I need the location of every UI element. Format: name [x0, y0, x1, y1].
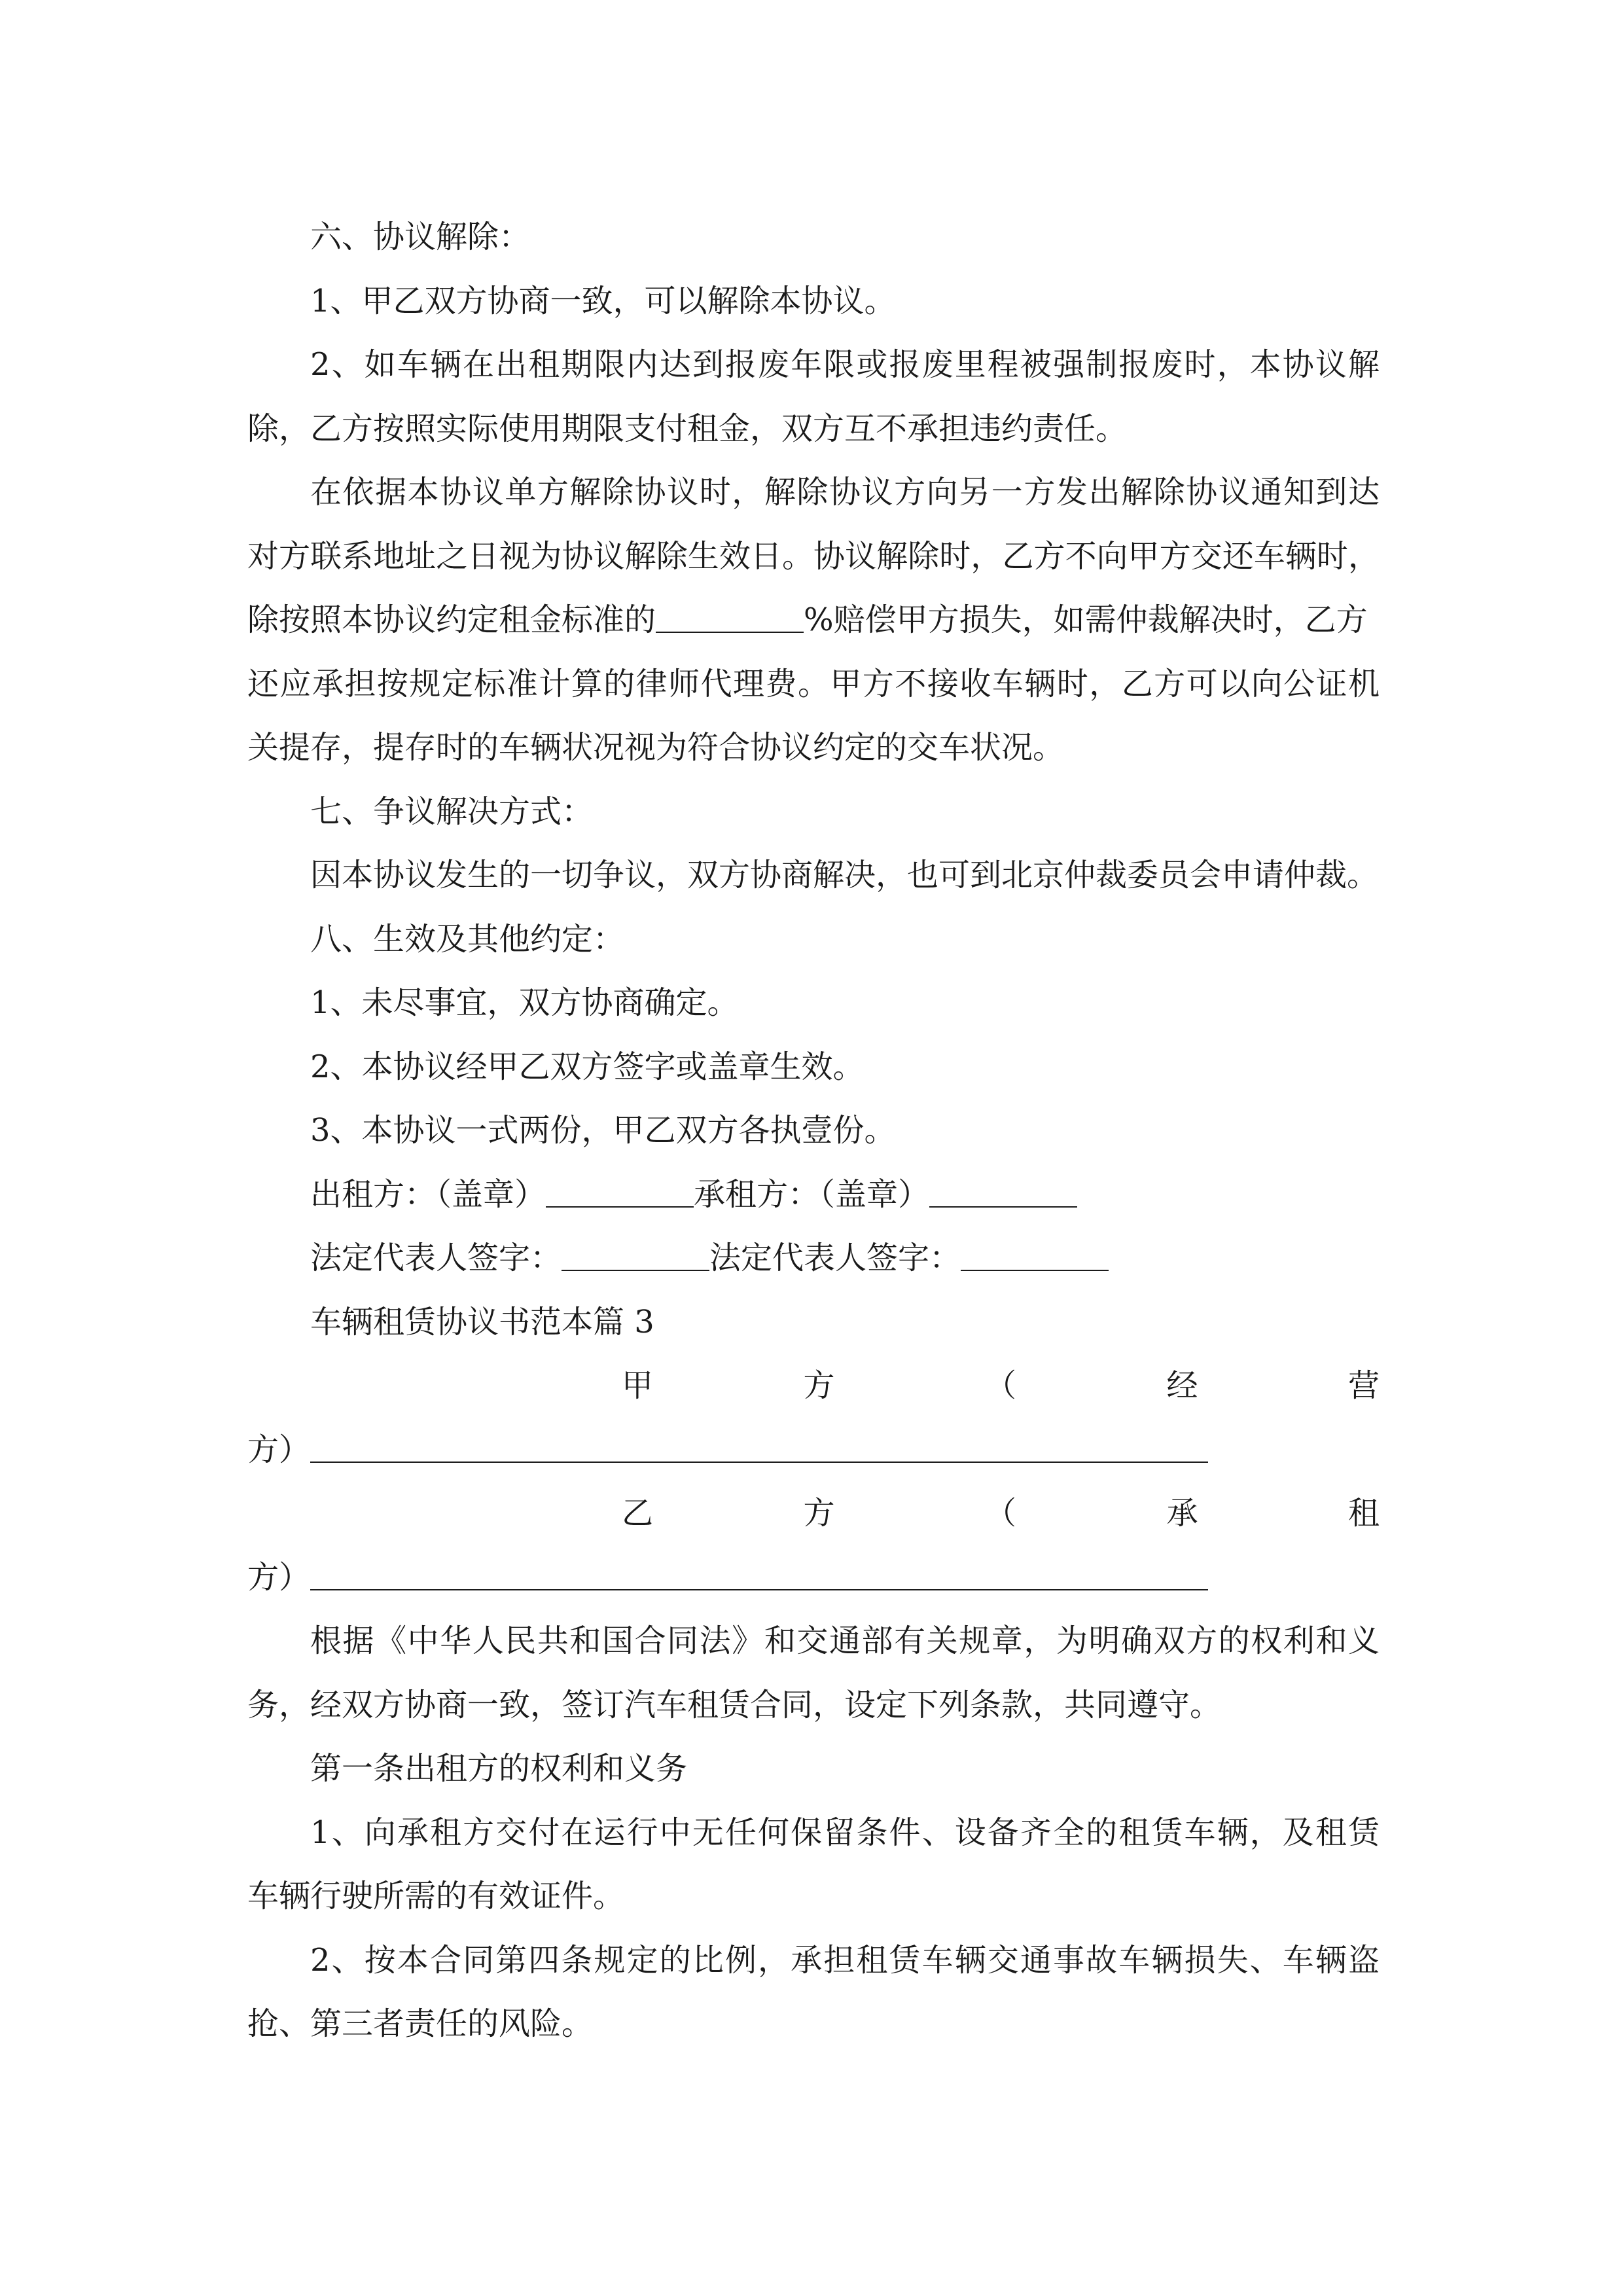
clause-text: 对方联系地址之日视为协议解除生效日。协议解除时，乙方不向甲方交还车辆时，: [247, 537, 1380, 575]
party-a-char: （: [984, 1367, 1016, 1404]
clause-text: 2、如车辆在出租期限内达到报废年限或报废里程被强制报废时，本协议解: [310, 346, 1380, 383]
clause-text: 除按照本协议约定租金标准的: [247, 601, 656, 638]
clause-text: 在依据本协议单方解除协议时，解除协议方向另一方发出解除协议通知到达: [310, 474, 1380, 511]
party-b-tail: 方）: [247, 1558, 311, 1596]
lessor-representative-blank: [562, 1241, 709, 1271]
party-a-char: 营: [1347, 1367, 1380, 1404]
party-b-char: 承: [1166, 1495, 1198, 1532]
clause-text: 还应承担按规定标准计算的律师代理费。甲方不接收车辆时，乙方可以向公证机: [247, 665, 1380, 702]
clause-text: 2、本协议经甲乙双方签字或盖章生效。: [310, 1048, 865, 1085]
template-title: 车辆租赁协议书范本篇 3: [310, 1303, 654, 1340]
clause-text: 2、按本合同第四条规定的比例，承担租赁车辆交通事故车辆损失、车辆盗: [310, 1941, 1380, 1979]
clause-text: 关提存，提存时的车辆状况视为符合协议约定的交车状况。: [247, 729, 1065, 766]
signature-line-representative: [247, 1227, 1380, 1291]
party-b-char: （: [984, 1495, 1016, 1532]
section-heading-dispute: 七、争议解决方式：: [310, 793, 594, 830]
party-b-char: 方: [803, 1495, 835, 1532]
clause-text: 1、未尽事宜，双方协商确定。: [310, 984, 739, 1021]
lessee-representative-blank: [961, 1241, 1109, 1271]
party-b-char: 乙: [622, 1495, 654, 1532]
lessor-representative-label: 法定代表人签字：: [310, 1240, 562, 1276]
lessor-seal-label: 出租方：（盖章）: [310, 1175, 546, 1213]
clause-text: 1、向承租方交付在运行中无任何保留条件、设备齐全的租赁车辆，及租赁: [310, 1814, 1380, 1851]
section-heading-effect: 八、生效及其他约定：: [310, 920, 625, 958]
clause-text: 抢、第三者责任的风险。: [247, 2005, 594, 2042]
party-a-char: 甲: [622, 1367, 654, 1404]
party-a-char: 经: [1166, 1367, 1198, 1404]
party-b-blank-line: [247, 1546, 1380, 1610]
clause-text: 因本协议发生的一切争议，双方协商解决，也可到北京仲裁委员会申请仲裁。: [310, 857, 1379, 893]
lessee-seal-blank: [929, 1177, 1077, 1208]
section-heading-termination: 六、协议解除：: [310, 219, 531, 255]
party-b-blank: [310, 1560, 1208, 1590]
party-a-line: [247, 1354, 1380, 1418]
clause-text: 务，经双方协商一致，签订汽车租赁合同，设定下列条款，共同遵守。: [247, 1686, 1222, 1723]
party-a-blank-line: [247, 1418, 1380, 1482]
percentage-blank-field: [656, 603, 804, 633]
party-a-tail: 方）: [247, 1431, 311, 1468]
clause-text: %赔偿甲方损失，如需仲裁解决时，乙方: [804, 601, 1368, 638]
signature-line-seal: [247, 1163, 1380, 1227]
clause-text: 1、甲乙双方协商一致，可以解除本协议。: [310, 282, 896, 319]
clause-text: 车辆行驶所需的有效证件。: [247, 1878, 625, 1914]
lessor-seal-blank: [546, 1177, 694, 1208]
party-b-line: [247, 1482, 1380, 1546]
document-body: [247, 206, 1380, 2056]
party-a-blank: [310, 1433, 1208, 1463]
party-b-char: 租: [1347, 1495, 1380, 1532]
clause-text-with-blank: [247, 588, 1380, 653]
article-heading-lessor-rights: 第一条出租方的权利和义务: [310, 1750, 688, 1787]
lessee-seal-label: 承租方：（盖章）: [694, 1175, 930, 1213]
clause-text: 3、本协议一式两份，甲乙双方各执壹份。: [310, 1112, 896, 1149]
party-a-char: 方: [803, 1367, 835, 1404]
lessee-representative-label: 法定代表人签字：: [709, 1240, 961, 1276]
clause-text: 除，乙方按照实际使用期限支付租金，双方互不承担违约责任。: [247, 410, 1128, 447]
clause-text: 根据《中华人民共和国合同法》和交通部有关规章，为明确双方的权利和义: [310, 1623, 1380, 1659]
